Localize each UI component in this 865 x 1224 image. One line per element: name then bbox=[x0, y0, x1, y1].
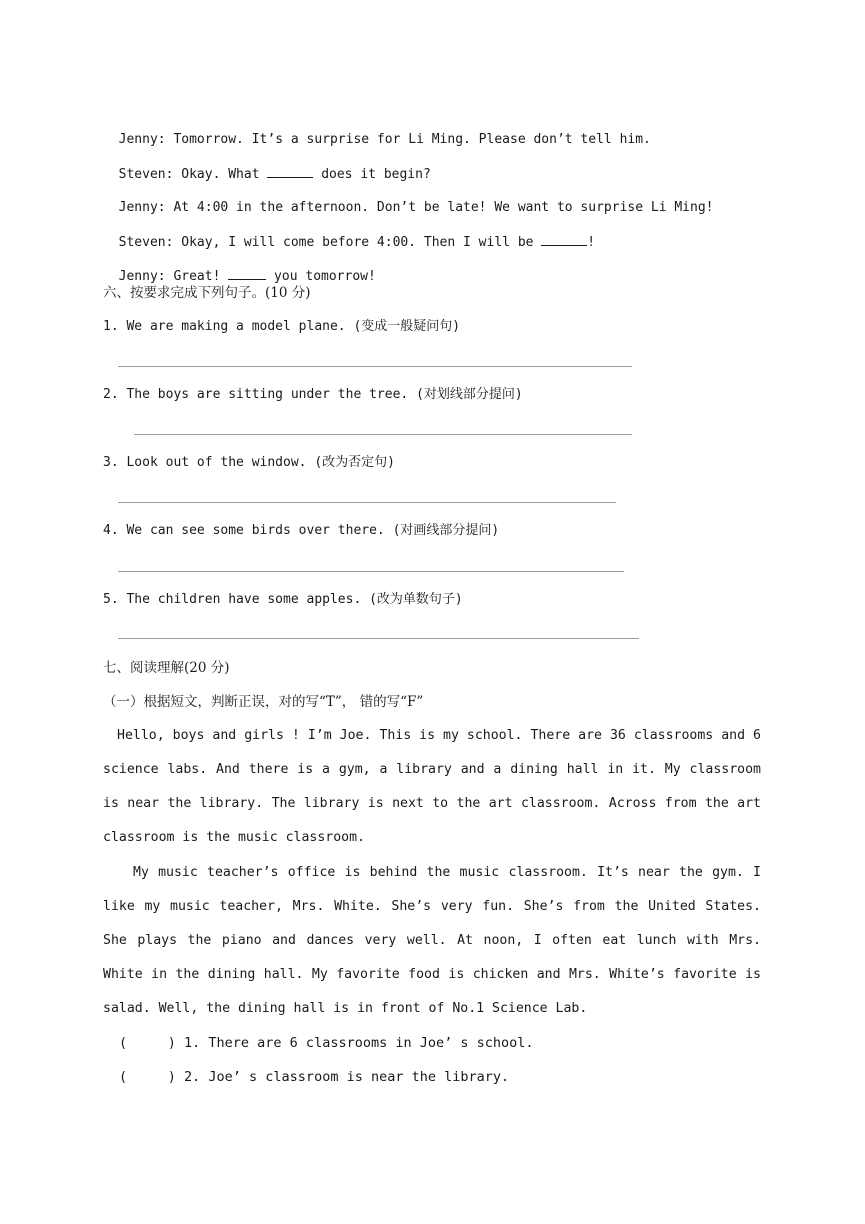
dialogue-line-5 bbox=[103, 249, 376, 286]
dialogue-text: does it begin? bbox=[313, 167, 431, 182]
reading-paragraph-2: My music teacher’s office is behind the music classroom. It’s near the gym. I like my music teacher, Mrs. White. She’s very fun. She’s from the United States. She plays the piano and dances very well. At noon, I often eat lunch with Mrs. White in the dining hall. My favorite food is chicken and Mrs. White’s favorite is salad. Well, the dining hall is in front of No.1 Science Lab. bbox=[103, 865, 761, 1016]
dialogue-text: Jenny: Great! bbox=[118, 269, 229, 284]
true-false-question-1: ( ) 1. There are 6 classrooms in Joe’ s school. bbox=[119, 1035, 534, 1051]
section-7-heading: 七、阅读理解(20 分) bbox=[103, 660, 230, 676]
dialogue-text: ! bbox=[587, 235, 596, 250]
exercise-item-3: 3. Look out of the window. (改为否定句) bbox=[103, 455, 395, 470]
exercise-item-1: 1. We are making a model plane. (变成一般疑问句) bbox=[103, 319, 461, 334]
true-false-question-2: ( ) 2. Joe’ s classroom is near the library. bbox=[119, 1069, 510, 1085]
exercise-item-2: 2. The boys are sitting under the tree. (对划线部分提问) bbox=[103, 387, 523, 402]
exercise-item-5: 5. The children have some apples. (改为单数句子) bbox=[103, 592, 463, 607]
fill-in-blank[interactable] bbox=[228, 267, 266, 280]
answer-line-4[interactable] bbox=[118, 571, 624, 572]
dialogue-line-1 bbox=[103, 113, 651, 149]
dialogue-line-2 bbox=[103, 147, 431, 184]
dialogue-text: Steven: Okay. What bbox=[118, 167, 268, 182]
dialogue-text: you tomorrow! bbox=[266, 269, 376, 284]
dialogue-text: Jenny: Tomorrow. It’s a surprise for Li Ming. Please don’t tell him. bbox=[118, 132, 651, 147]
answer-line-1[interactable] bbox=[118, 366, 632, 367]
answer-line-5[interactable] bbox=[118, 638, 639, 639]
answer-line-3[interactable] bbox=[118, 502, 616, 503]
fill-in-blank[interactable] bbox=[267, 165, 313, 178]
fill-in-blank[interactable] bbox=[541, 233, 587, 246]
dialogue-text: Steven: Okay, I will come before 4:00. Then I will be bbox=[118, 235, 542, 250]
dialogue-text: Jenny: At 4:00 in the afternoon. Don’t be late! We want to surprise Li Ming! bbox=[118, 200, 714, 215]
exercise-item-4: 4. We can see some birds over there. (对画线部分提问) bbox=[103, 523, 500, 538]
reading-paragraph-1: Hello, boys and girls ! I’m Joe. This is my school. There are 36 classrooms and 6 science labs. And there is a gym, a library and a dining hall in it. My classroom is near the library. The library is next to the art classroom. Across from the art classroom is the music classroom. bbox=[103, 728, 761, 845]
dialogue-line-3 bbox=[103, 181, 713, 217]
reading-instructions: （一）根据短文，判断正误，对的写“T”， 错的写“F” bbox=[103, 694, 424, 710]
answer-line-2[interactable] bbox=[134, 434, 632, 435]
section-6-heading: 六、按要求完成下列句子。(10 分) bbox=[103, 285, 311, 301]
dialogue-line-4 bbox=[103, 215, 595, 252]
